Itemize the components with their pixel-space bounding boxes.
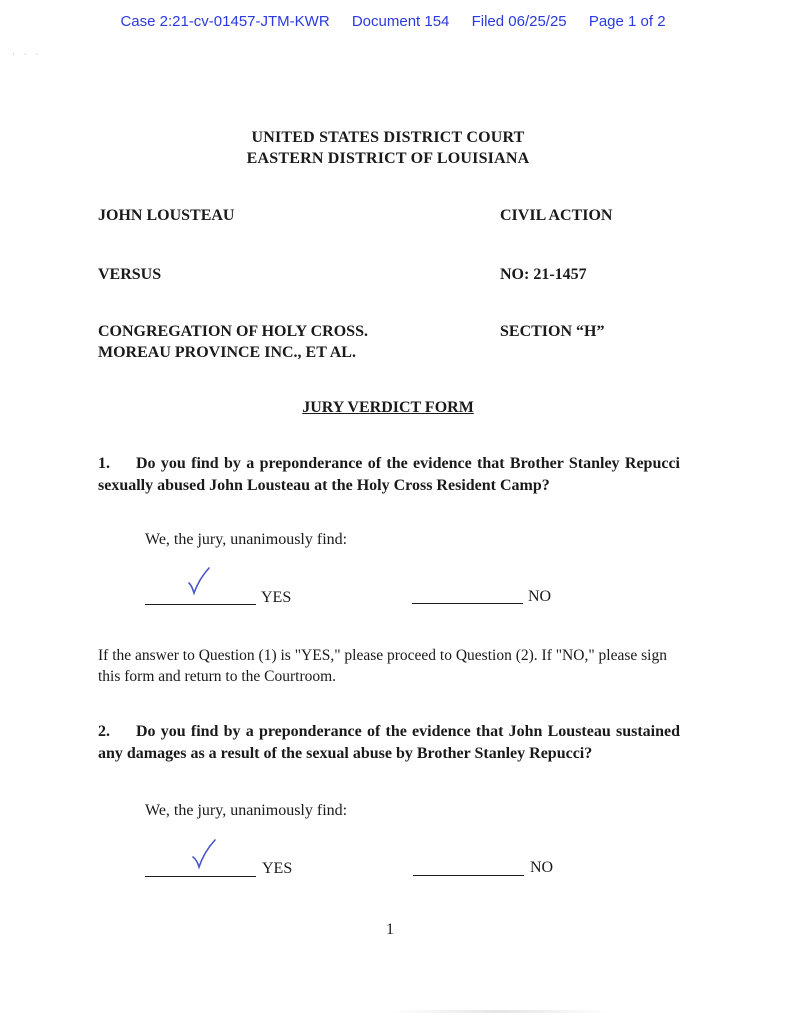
- form-title: JURY VERDICT FORM: [302, 399, 474, 416]
- question-2-no-label: NO: [530, 859, 554, 876]
- defendant-line-2: MOREAU PROVINCE INC., ET AL.: [98, 344, 356, 361]
- handwritten-checkmark-icon: [190, 838, 218, 870]
- question-1: [98, 453, 680, 497]
- case-number: Case 2:21-cv-01457-JTM-KWR: [120, 13, 330, 30]
- question-2-number: 2.: [98, 723, 110, 740]
- question-1-yes-line[interactable]: [145, 604, 256, 605]
- case-number-caption: NO: 21-1457: [500, 266, 587, 283]
- question-2-yes-line[interactable]: [145, 876, 256, 877]
- scan-artifact: · · ·: [12, 50, 42, 60]
- question-1-no-label: NO: [528, 588, 552, 605]
- question-1-yes-label: YES: [261, 589, 292, 606]
- question-2-text: Do you find by a preponderance of the evidence that John Lousteau sustained any damages as a result of the sexual abuse by Brother Stanley Repucci?: [98, 723, 680, 762]
- handwritten-checkmark-icon: [186, 566, 212, 596]
- document-number: Document 154: [351, 13, 450, 30]
- question-1-text: Do you find by a preponderance of the evidence that Brother Stanley Repucci sexually abused John Lousteau at the Holy Cross Resident Camp?: [98, 455, 680, 494]
- court-heading: [0, 127, 776, 169]
- question-2-no-line[interactable]: [413, 875, 524, 876]
- question-2: [98, 721, 680, 765]
- plaintiff-name: JOHN LOUSTEAU: [98, 207, 235, 224]
- defendant-name: [98, 321, 368, 363]
- defendant-line-1: CONGREGATION OF HOLY CROSS.: [98, 323, 368, 340]
- section-label: SECTION “H”: [500, 323, 605, 340]
- action-type: CIVIL ACTION: [500, 207, 613, 224]
- question-2-prompt: We, the jury, unanimously find:: [145, 802, 348, 819]
- scan-artifact: [390, 1010, 610, 1013]
- versus-label: VERSUS: [98, 266, 162, 283]
- question-1-instructions: If the answer to Question (1) is "YES," please proceed to Question (2). If "NO," please sign this form and return to the Courtroom.: [98, 647, 667, 685]
- filed-date: Filed 06/25/25: [471, 13, 567, 30]
- court-district: EASTERN DISTRICT OF LOUISIANA: [246, 150, 530, 167]
- question-1-no-line[interactable]: [412, 603, 523, 604]
- question-1-prompt: We, the jury, unanimously find:: [145, 531, 348, 548]
- ecf-filing-header: [0, 13, 786, 30]
- page-number: 1: [386, 921, 394, 938]
- court-name: UNITED STATES DISTRICT COURT: [251, 129, 525, 146]
- page-count: Page 1 of 2: [588, 13, 666, 30]
- question-1-number: 1.: [98, 455, 110, 472]
- question-2-yes-label: YES: [262, 860, 293, 877]
